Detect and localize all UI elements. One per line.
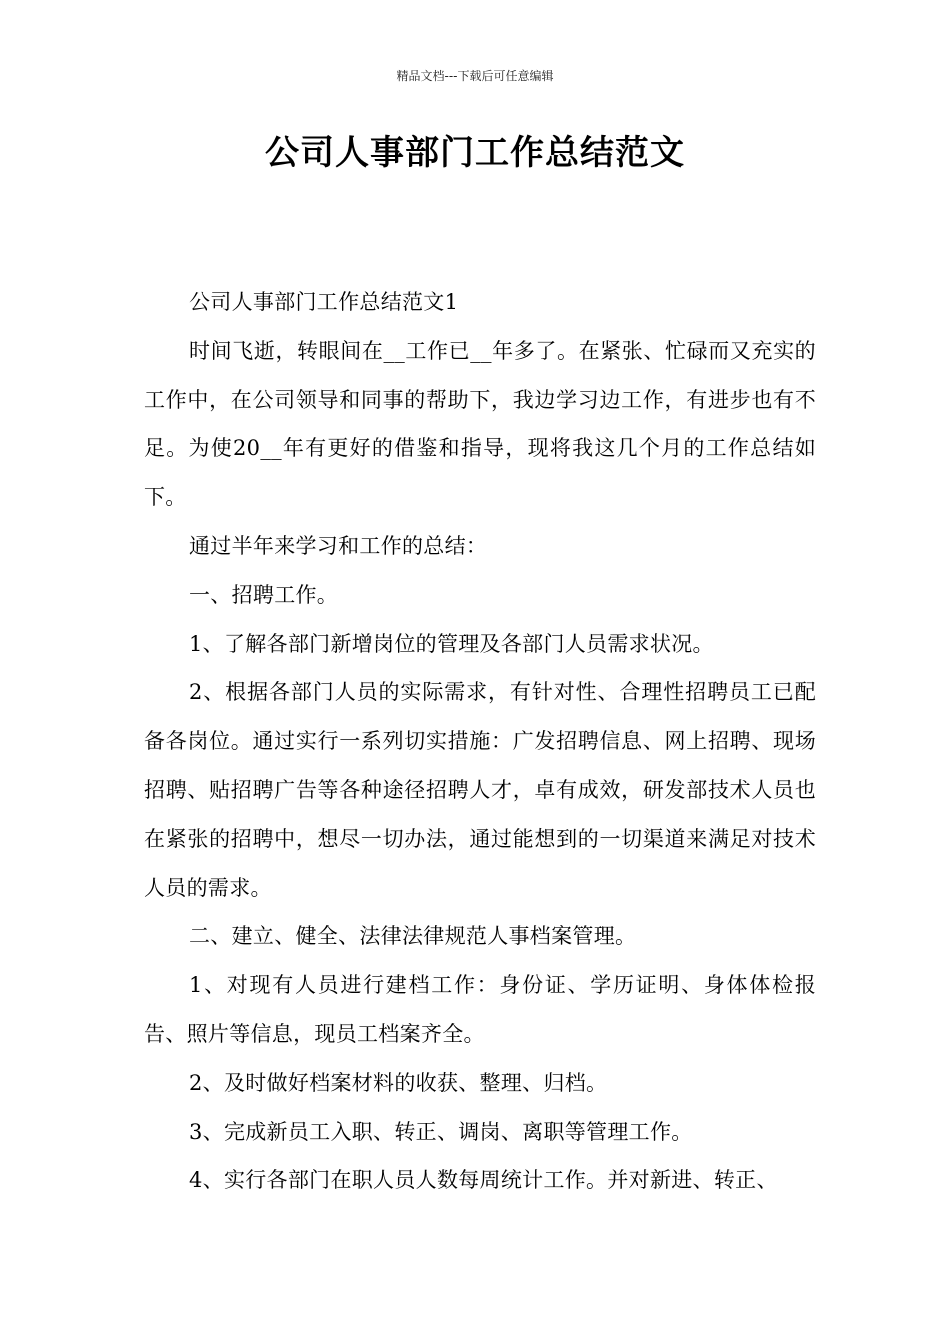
paragraph: 4、实行各部门在职人员人数每周统计工作。并对新进、转正、 [189, 1168, 778, 1193]
paragraph: 1、对现有人员进行建档工作：身份证、学历证明、身体体检报告、照片等信息，现员工档案齐全。 [144, 973, 816, 1046]
paragraph: 二、建立、健全、法律法律规范人事档案管理。 [189, 924, 637, 949]
paragraph: 通过半年来学习和工作的总结： [189, 533, 488, 558]
header-note: 精品文档---下载后可任意编辑 [396, 69, 554, 83]
paragraph: 公司人事部门工作总结范文1 [189, 290, 459, 314]
paragraph: 3、完成新员工入职、转正、调岗、离职等管理工作。 [189, 1119, 693, 1144]
document-title: 公司人事部门工作总结范文 [265, 133, 685, 173]
paragraph: 1、了解各部门新增岗位的管理及各部门人员需求状况。 [189, 631, 714, 656]
paragraph: 2、根据各部门人员的实际需求，有针对性、合理性招聘员工已配备各岗位。通过实行一系列切实措施：广发招聘信息、网上招聘、现场招聘、贴招聘广告等各种途径招聘人才，卓有成效，研发部技术人员也在紧张的招聘中，想尽一切办法，通过能想到的一切渠道来满足对技术人员的需求。 [144, 680, 816, 900]
paragraph: 一、招聘工作。 [189, 582, 339, 607]
paragraph: 2、及时做好档案材料的收获、整理、归档。 [189, 1070, 608, 1095]
paragraph: 时间飞逝，转眼间在__工作已__年多了。在紧张、忙碌而又充实的工作中，在公司领导和同事的帮助下，我边学习边工作，有进步也有不足。为使20__年有更好的借鉴和指导，现将我这几个月的工作总结如下。 [144, 338, 816, 510]
document-body [144, 278, 816, 1205]
